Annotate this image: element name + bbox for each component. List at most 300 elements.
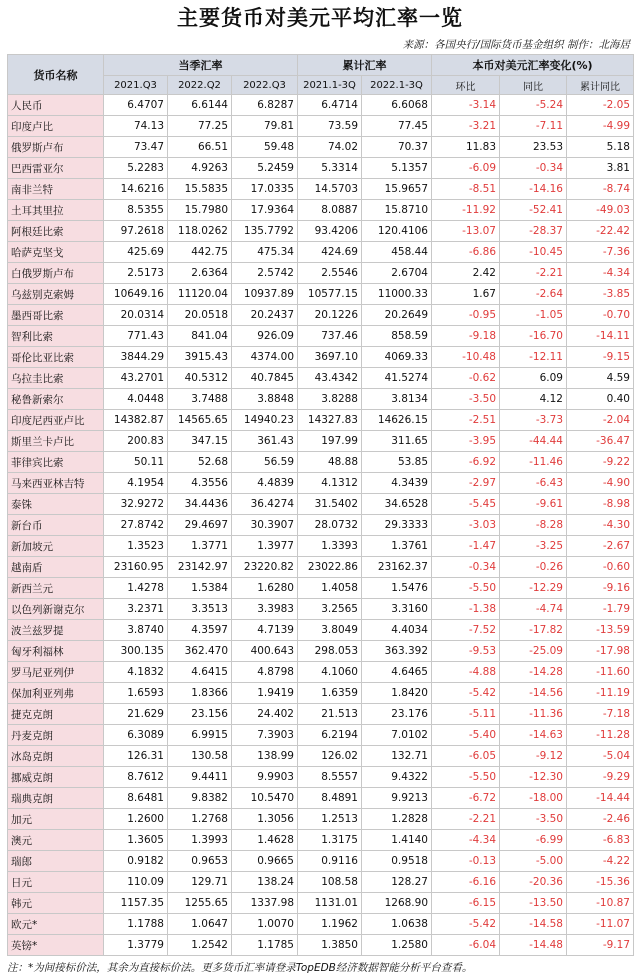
rate-cell: 4.1060 [298, 662, 362, 683]
rate-cell: 6.6144 [168, 95, 232, 116]
change-cell: -3.21 [432, 116, 500, 137]
change-cell: -0.60 [567, 557, 634, 578]
rate-cell: 1.3761 [362, 536, 432, 557]
rate-cell: 6.2194 [298, 725, 362, 746]
change-cell: -4.34 [567, 263, 634, 284]
rate-cell: 1.2580 [362, 935, 432, 956]
rate-cell: 1.3771 [168, 536, 232, 557]
currency-name: 俄罗斯卢布 [8, 137, 104, 158]
rate-cell: 34.6528 [362, 494, 432, 515]
rate-cell: 4.3439 [362, 473, 432, 494]
rate-cell: 132.71 [362, 746, 432, 767]
rate-cell: 21.513 [298, 704, 362, 725]
rate-cell: 2.6364 [168, 263, 232, 284]
rate-cell: 475.34 [232, 242, 298, 263]
rate-cell: 771.43 [104, 326, 168, 347]
rate-cell: 3915.43 [168, 347, 232, 368]
currency-name: 韩元 [8, 893, 104, 914]
rate-cell: 15.5835 [168, 179, 232, 200]
change-header: 本币对美元汇率变化(%) [432, 55, 634, 76]
change-cell: -14.63 [500, 725, 567, 746]
change-cell: -3.25 [500, 536, 567, 557]
rate-cell: 1.4628 [232, 830, 298, 851]
change-cell: -3.85 [567, 284, 634, 305]
rate-cell: 425.69 [104, 242, 168, 263]
rate-cell: 20.2649 [362, 305, 432, 326]
change-cell: -2.64 [500, 284, 567, 305]
table-row [8, 578, 634, 599]
rate-cell: 311.65 [362, 431, 432, 452]
rate-cell: 0.9518 [362, 851, 432, 872]
rate-cell: 14940.23 [232, 410, 298, 431]
rate-cell: 20.1226 [298, 305, 362, 326]
rate-cell: 1.2768 [168, 809, 232, 830]
rate-cell: 1.2542 [168, 935, 232, 956]
rate-cell: 2.5173 [104, 263, 168, 284]
table-row [8, 872, 634, 893]
change-cell: -10.45 [500, 242, 567, 263]
rate-cell: 6.4714 [298, 95, 362, 116]
change-cell: -3.14 [432, 95, 500, 116]
rate-cell: 6.9915 [168, 725, 232, 746]
table-row [8, 683, 634, 704]
change-cell: -6.99 [500, 830, 567, 851]
table-row [8, 767, 634, 788]
rate-cell: 5.2283 [104, 158, 168, 179]
rate-cell: 5.2459 [232, 158, 298, 179]
currency-name: 保加利亚列弗 [8, 683, 104, 704]
rate-cell: 2.5546 [298, 263, 362, 284]
currency-name: 匈牙利福林 [8, 641, 104, 662]
rate-cell: 442.75 [168, 242, 232, 263]
table-row [8, 221, 634, 242]
table-row [8, 620, 634, 641]
change-cell: -7.11 [500, 116, 567, 137]
currency-name: 加元 [8, 809, 104, 830]
currency-name: 泰铢 [8, 494, 104, 515]
rate-cell: 20.2437 [232, 305, 298, 326]
rate-cell: 3.8848 [232, 389, 298, 410]
change-cell: -11.92 [432, 200, 500, 221]
change-cell: -18.00 [500, 788, 567, 809]
rate-cell: 10577.15 [298, 284, 362, 305]
rate-cell: 3.7488 [168, 389, 232, 410]
currency-name: 瑞郎 [8, 851, 104, 872]
change-cell: -4.99 [567, 116, 634, 137]
rate-cell: 30.3907 [232, 515, 298, 536]
rate-cell: 128.27 [362, 872, 432, 893]
change-cell: -6.04 [432, 935, 500, 956]
change-cell: -4.90 [567, 473, 634, 494]
rate-cell: 126.31 [104, 746, 168, 767]
rate-cell: 8.4891 [298, 788, 362, 809]
change-cell: 23.53 [500, 137, 567, 158]
change-cell: -9.15 [567, 347, 634, 368]
rate-cell: 10.5470 [232, 788, 298, 809]
rate-cell: 43.2701 [104, 368, 168, 389]
change-cell: -11.60 [567, 662, 634, 683]
change-cell: -5.40 [432, 725, 500, 746]
change-cell: -9.16 [567, 578, 634, 599]
currency-name: 墨西哥比索 [8, 305, 104, 326]
currency-name: 越南盾 [8, 557, 104, 578]
col-qoq: 环比 [432, 76, 500, 95]
rate-cell: 1.3393 [298, 536, 362, 557]
rate-cell: 31.5402 [298, 494, 362, 515]
rate-cell: 14.5703 [298, 179, 362, 200]
currency-name: 瑞典克朗 [8, 788, 104, 809]
change-cell: -3.03 [432, 515, 500, 536]
change-cell: -0.26 [500, 557, 567, 578]
rate-cell: 59.48 [232, 137, 298, 158]
change-cell: -49.03 [567, 200, 634, 221]
table-row [8, 893, 634, 914]
rate-cell: 4.6415 [168, 662, 232, 683]
change-cell: -5.04 [567, 746, 634, 767]
table-row [8, 389, 634, 410]
rate-cell: 129.71 [168, 872, 232, 893]
currency-name: 澳元 [8, 830, 104, 851]
rate-cell: 53.85 [362, 452, 432, 473]
rate-cell: 1.5384 [168, 578, 232, 599]
change-cell: -6.92 [432, 452, 500, 473]
rate-cell: 120.4106 [362, 221, 432, 242]
change-cell: -9.17 [567, 935, 634, 956]
col-2021-1-3q: 2021.1-3Q [298, 76, 362, 95]
currency-name: 乌兹别克索姆 [8, 284, 104, 305]
change-cell: -5.42 [432, 914, 500, 935]
rate-cell: 1.5476 [362, 578, 432, 599]
rate-cell: 3.8288 [298, 389, 362, 410]
currency-name: 新西兰元 [8, 578, 104, 599]
change-cell: -9.18 [432, 326, 500, 347]
rate-cell: 1131.01 [298, 893, 362, 914]
change-cell: -2.51 [432, 410, 500, 431]
table-row [8, 599, 634, 620]
current-quarter-header: 当季汇率 [104, 55, 298, 76]
rate-cell: 1.8420 [362, 683, 432, 704]
rate-cell: 21.629 [104, 704, 168, 725]
rate-cell: 9.9213 [362, 788, 432, 809]
change-cell: -1.47 [432, 536, 500, 557]
change-cell: -14.58 [500, 914, 567, 935]
rate-cell: 79.81 [232, 116, 298, 137]
rate-cell: 74.02 [298, 137, 362, 158]
rate-cell: 14626.15 [362, 410, 432, 431]
rate-cell: 40.5312 [168, 368, 232, 389]
change-cell: -11.46 [500, 452, 567, 473]
rate-cell: 20.0518 [168, 305, 232, 326]
rate-cell: 4.6465 [362, 662, 432, 683]
change-cell: -3.50 [432, 389, 500, 410]
rate-cell: 300.135 [104, 641, 168, 662]
table-row [8, 305, 634, 326]
rate-cell: 14565.65 [168, 410, 232, 431]
table-row [8, 347, 634, 368]
rate-cell: 23142.97 [168, 557, 232, 578]
rate-cell: 3.3513 [168, 599, 232, 620]
change-cell: -3.95 [432, 431, 500, 452]
rate-cell: 97.2618 [104, 221, 168, 242]
change-cell: -8.98 [567, 494, 634, 515]
table-row [8, 95, 634, 116]
rate-cell: 4.7139 [232, 620, 298, 641]
rate-cell: 36.4274 [232, 494, 298, 515]
rate-cell: 3.2371 [104, 599, 168, 620]
rate-cell: 70.37 [362, 137, 432, 158]
rate-cell: 14327.83 [298, 410, 362, 431]
rate-cell: 1.6593 [104, 683, 168, 704]
rate-cell: 1.2828 [362, 809, 432, 830]
rate-cell: 1.3850 [298, 935, 362, 956]
rate-cell: 23160.95 [104, 557, 168, 578]
rate-cell: 8.5557 [298, 767, 362, 788]
change-cell: -14.28 [500, 662, 567, 683]
rate-cell: 6.3089 [104, 725, 168, 746]
currency-name: 欧元* [8, 914, 104, 935]
table-row [8, 452, 634, 473]
rate-cell: 108.58 [298, 872, 362, 893]
change-cell: -4.30 [567, 515, 634, 536]
currency-name: 土耳其里拉 [8, 200, 104, 221]
rate-cell: 23022.86 [298, 557, 362, 578]
change-cell: -11.28 [567, 725, 634, 746]
table-row [8, 431, 634, 452]
rate-cell: 3.3160 [362, 599, 432, 620]
change-cell: -8.28 [500, 515, 567, 536]
change-cell: -17.98 [567, 641, 634, 662]
rate-cell: 8.0887 [298, 200, 362, 221]
rate-cell: 1.3993 [168, 830, 232, 851]
rate-cell: 3697.10 [298, 347, 362, 368]
rate-cell: 11120.04 [168, 284, 232, 305]
rate-cell: 3.3983 [232, 599, 298, 620]
rate-cell: 56.59 [232, 452, 298, 473]
currency-name: 秘鲁新索尔 [8, 389, 104, 410]
currency-name: 挪威克朗 [8, 767, 104, 788]
rate-cell: 1.8366 [168, 683, 232, 704]
rate-cell: 4.8798 [232, 662, 298, 683]
change-cell: -8.74 [567, 179, 634, 200]
page-title: 主要货币对美元平均汇率一览 [177, 6, 463, 30]
col-2021q3: 2021.Q3 [104, 76, 168, 95]
change-cell: -2.21 [432, 809, 500, 830]
change-cell: -5.50 [432, 578, 500, 599]
rate-cell: 29.4697 [168, 515, 232, 536]
rate-cell: 4374.00 [232, 347, 298, 368]
change-cell: -12.11 [500, 347, 567, 368]
change-cell: 5.18 [567, 137, 634, 158]
rate-cell: 28.0732 [298, 515, 362, 536]
change-cell: -2.04 [567, 410, 634, 431]
rate-cell: 1.4058 [298, 578, 362, 599]
rate-cell: 23162.37 [362, 557, 432, 578]
change-cell: -3.73 [500, 410, 567, 431]
change-cell: -6.15 [432, 893, 500, 914]
change-cell: 3.81 [567, 158, 634, 179]
change-cell: 2.42 [432, 263, 500, 284]
change-cell: -22.42 [567, 221, 634, 242]
rate-cell: 1.3605 [104, 830, 168, 851]
col-2022-1-3q: 2022.1-3Q [362, 76, 432, 95]
footnote: 注：*为间接标价法，其余为直接标价法。更多货币汇率请登录TopEDB经济数据智能分析平台查看。 [7, 962, 473, 974]
change-cell: -15.36 [567, 872, 634, 893]
rate-cell: 40.7845 [232, 368, 298, 389]
change-cell: -6.05 [432, 746, 500, 767]
change-cell: -20.36 [500, 872, 567, 893]
rate-cell: 400.643 [232, 641, 298, 662]
table-row [8, 242, 634, 263]
change-cell: -11.07 [567, 914, 634, 935]
change-cell: -0.13 [432, 851, 500, 872]
rate-cell: 197.99 [298, 431, 362, 452]
change-cell: -28.37 [500, 221, 567, 242]
currency-name: 波兰兹罗提 [8, 620, 104, 641]
rate-cell: 4.4034 [362, 620, 432, 641]
change-cell: -12.30 [500, 767, 567, 788]
rate-cell: 361.43 [232, 431, 298, 452]
change-cell: -0.34 [500, 158, 567, 179]
change-cell: -6.16 [432, 872, 500, 893]
change-cell: -6.43 [500, 473, 567, 494]
rate-cell: 138.99 [232, 746, 298, 767]
rate-cell: 841.04 [168, 326, 232, 347]
rate-cell: 363.392 [362, 641, 432, 662]
table-body [8, 95, 634, 956]
change-cell: -1.05 [500, 305, 567, 326]
currency-name: 日元 [8, 872, 104, 893]
currency-name: 哥伦比亚比索 [8, 347, 104, 368]
rate-cell: 347.15 [168, 431, 232, 452]
change-cell: -13.59 [567, 620, 634, 641]
change-cell: -0.34 [432, 557, 500, 578]
rate-cell: 6.6068 [362, 95, 432, 116]
rate-cell: 7.3903 [232, 725, 298, 746]
rate-cell: 1337.98 [232, 893, 298, 914]
rate-cell: 9.8382 [168, 788, 232, 809]
currency-name: 智利比索 [8, 326, 104, 347]
currency-name: 印度尼西亚卢比 [8, 410, 104, 431]
rate-cell: 15.9657 [362, 179, 432, 200]
rate-cell: 4.3597 [168, 620, 232, 641]
rate-cell: 3.2565 [298, 599, 362, 620]
change-cell: -14.11 [567, 326, 634, 347]
rate-cell: 3.8740 [104, 620, 168, 641]
change-cell: -4.22 [567, 851, 634, 872]
table-row [8, 830, 634, 851]
rate-cell: 50.11 [104, 452, 168, 473]
rate-cell: 1.3779 [104, 935, 168, 956]
change-cell: -5.24 [500, 95, 567, 116]
change-cell: -6.86 [432, 242, 500, 263]
change-cell: -9.22 [567, 452, 634, 473]
change-cell: -5.50 [432, 767, 500, 788]
currency-name-header: 货币名称 [8, 55, 104, 95]
currency-name: 英镑* [8, 935, 104, 956]
rate-cell: 5.1357 [362, 158, 432, 179]
change-cell: -1.38 [432, 599, 500, 620]
change-cell: -0.95 [432, 305, 500, 326]
rate-cell: 3.8134 [362, 389, 432, 410]
change-cell: -9.53 [432, 641, 500, 662]
table-row [8, 263, 634, 284]
rate-cell: 23220.82 [232, 557, 298, 578]
change-cell: -16.70 [500, 326, 567, 347]
table-row [8, 746, 634, 767]
col-2022q2: 2022.Q2 [168, 76, 232, 95]
change-cell: -14.16 [500, 179, 567, 200]
table-row [8, 935, 634, 956]
table-row [8, 662, 634, 683]
change-cell: -0.62 [432, 368, 500, 389]
rate-cell: 9.4411 [168, 767, 232, 788]
change-cell: -3.50 [500, 809, 567, 830]
currency-name: 新加坡元 [8, 536, 104, 557]
currency-name: 乌拉圭比索 [8, 368, 104, 389]
rate-cell: 73.47 [104, 137, 168, 158]
rate-cell: 77.45 [362, 116, 432, 137]
rate-cell: 9.4322 [362, 767, 432, 788]
currency-name: 巴西雷亚尔 [8, 158, 104, 179]
change-cell: -4.74 [500, 599, 567, 620]
table-row [8, 809, 634, 830]
rate-cell: 1255.65 [168, 893, 232, 914]
change-cell: 1.67 [432, 284, 500, 305]
change-cell: -5.11 [432, 704, 500, 725]
change-cell: -44.44 [500, 431, 567, 452]
rate-cell: 4.3556 [168, 473, 232, 494]
col-2022q3: 2022.Q3 [232, 76, 298, 95]
rate-cell: 4069.33 [362, 347, 432, 368]
rate-cell: 1.3523 [104, 536, 168, 557]
table-row [8, 536, 634, 557]
currency-name: 印度卢比 [8, 116, 104, 137]
rate-cell: 6.8287 [232, 95, 298, 116]
currency-name: 冰岛克朗 [8, 746, 104, 767]
rate-cell: 52.68 [168, 452, 232, 473]
rate-cell: 17.0335 [232, 179, 298, 200]
rate-cell: 93.4206 [298, 221, 362, 242]
change-cell: -9.12 [500, 746, 567, 767]
rate-cell: 23.156 [168, 704, 232, 725]
change-cell: -12.29 [500, 578, 567, 599]
rate-cell: 23.176 [362, 704, 432, 725]
table-row [8, 200, 634, 221]
rate-cell: 4.9263 [168, 158, 232, 179]
table-row [8, 494, 634, 515]
rate-cell: 4.0448 [104, 389, 168, 410]
rate-cell: 41.5274 [362, 368, 432, 389]
rate-cell: 20.0314 [104, 305, 168, 326]
rate-cell: 130.58 [168, 746, 232, 767]
currency-name: 阿根廷比索 [8, 221, 104, 242]
change-cell: -5.45 [432, 494, 500, 515]
rate-cell: 1.0638 [362, 914, 432, 935]
rate-cell: 8.7612 [104, 767, 168, 788]
rate-cell: 32.9272 [104, 494, 168, 515]
rate-cell: 138.24 [232, 872, 298, 893]
rate-cell: 200.83 [104, 431, 168, 452]
change-cell: -10.87 [567, 893, 634, 914]
rate-cell: 11000.33 [362, 284, 432, 305]
rate-cell: 9.9903 [232, 767, 298, 788]
change-cell: -9.61 [500, 494, 567, 515]
change-cell: -4.34 [432, 830, 500, 851]
rate-cell: 424.69 [298, 242, 362, 263]
rate-cell: 135.7792 [232, 221, 298, 242]
change-cell: 4.59 [567, 368, 634, 389]
rate-cell: 8.6481 [104, 788, 168, 809]
